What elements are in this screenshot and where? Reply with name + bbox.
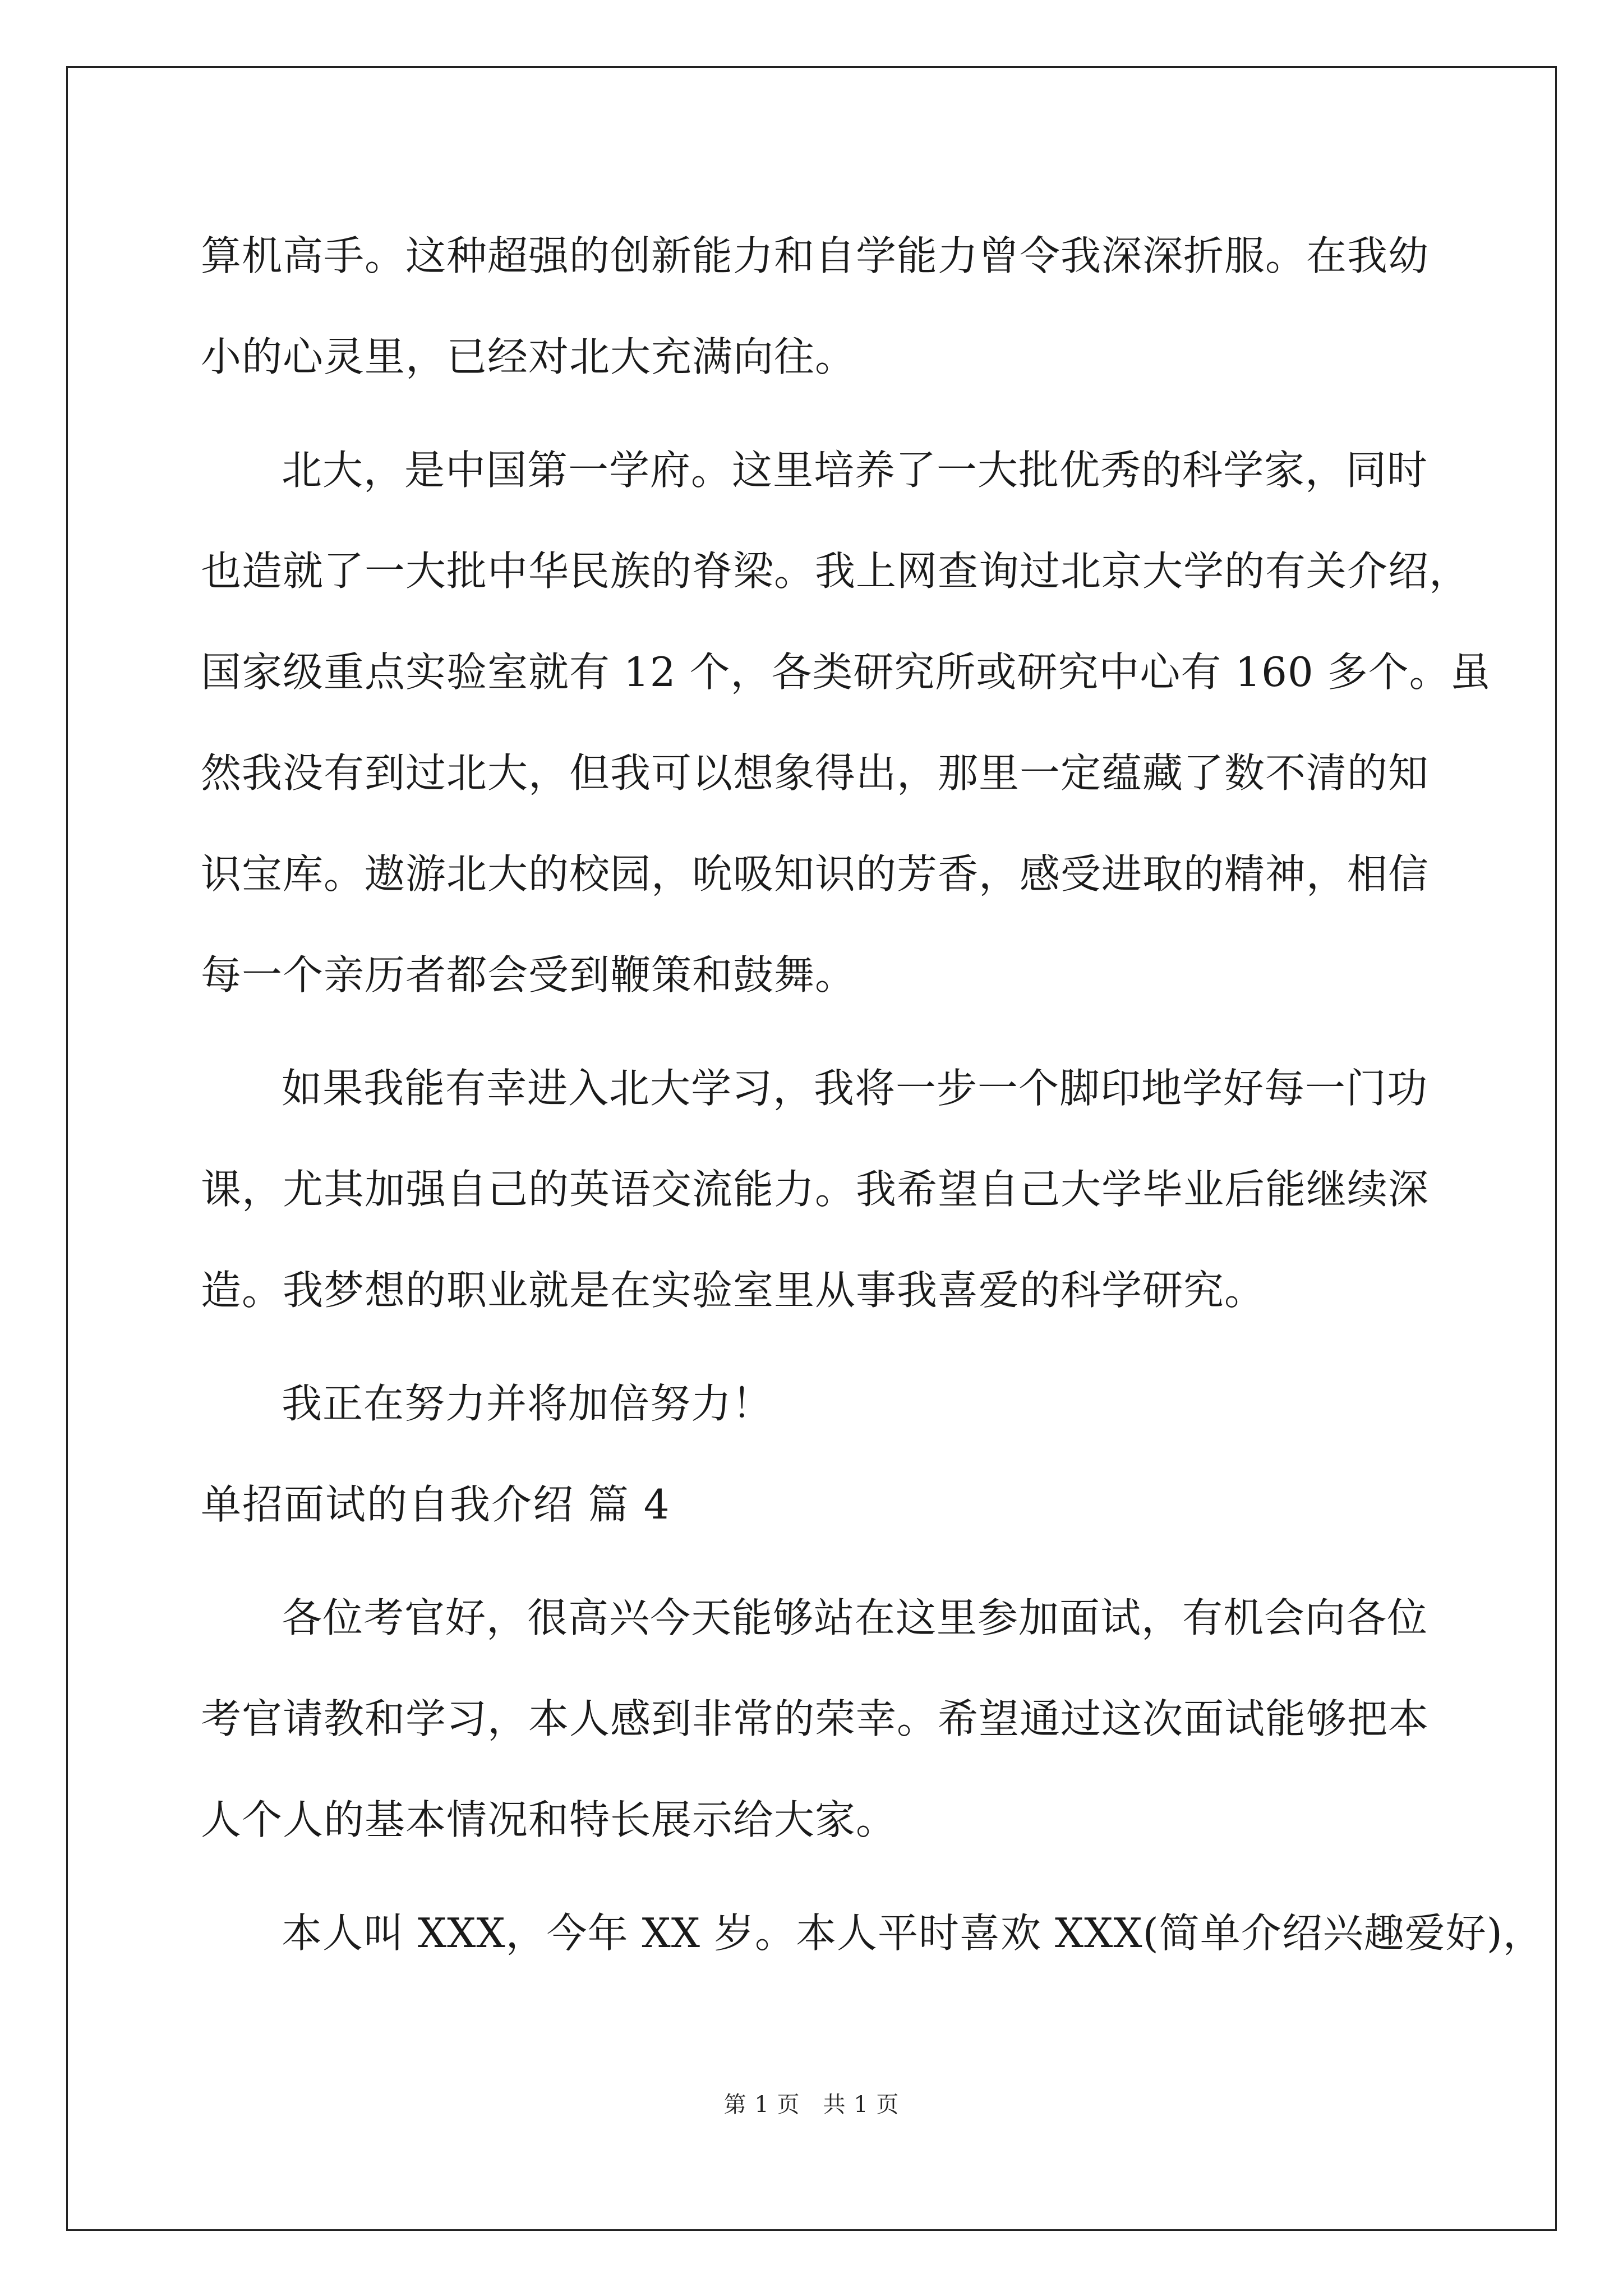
text-line: 每一个亲历者都会受到鞭策和鼓舞。 xyxy=(201,951,856,999)
page-number-footer: 第 1 页 共 1 页 xyxy=(723,2092,900,2118)
text-line: 也造就了一大批中华民族的脊梁。我上网查询过北京大学的有关介绍， xyxy=(201,547,1470,595)
text-line: 考官请教和学习，本人感到非常的荣幸。希望通过这次面试能够把本 xyxy=(201,1695,1430,1742)
text-line: 国家级重点实验室就有 12 个，各类研究所或研究中心有 160 多个。虽 xyxy=(201,648,1491,696)
text-line: 各位考官好，很高兴今天能够站在这里参加面试，有机会向各位 xyxy=(282,1594,1428,1641)
text-line: 算机高手。这种超强的创新能力和自学能力曾令我深深折服。在我幼 xyxy=(201,232,1430,279)
text-line: 如果我能有幸进入北大学习，我将一步一个脚印地学好每一门功 xyxy=(282,1065,1428,1112)
text-line: 我正在努力并将加倍努力！ xyxy=(282,1380,773,1427)
text-line: 课，尤其加强自己的英语交流能力。我希望自己大学毕业后能继续深 xyxy=(201,1166,1430,1213)
text-line: 人个人的基本情况和特长展示给大家。 xyxy=(201,1796,897,1843)
text-line: 本人叫 XXX，今年 XX 岁。本人平时喜欢 XXX(简单介绍兴趣爱好)， xyxy=(282,1910,1544,1957)
text-line: 造。我梦想的职业就是在实验室里从事我喜爱的科学研究。 xyxy=(201,1267,1266,1314)
text-line: 北大，是中国第一学府。这里培养了一大批优秀的科学家，同时 xyxy=(282,447,1428,494)
text-line: 然我没有到过北大，但我可以想象得出，那里一定蕴藏了数不清的知 xyxy=(201,749,1430,797)
section-heading: 单招面试的自我介绍 篇 4 xyxy=(201,1481,671,1528)
text-line: 小的心灵里，已经对北大充满向往。 xyxy=(201,333,856,380)
text-line: 识宝库。遨游北大的校园，吮吸知识的芳香，感受进取的精神，相信 xyxy=(201,850,1430,898)
